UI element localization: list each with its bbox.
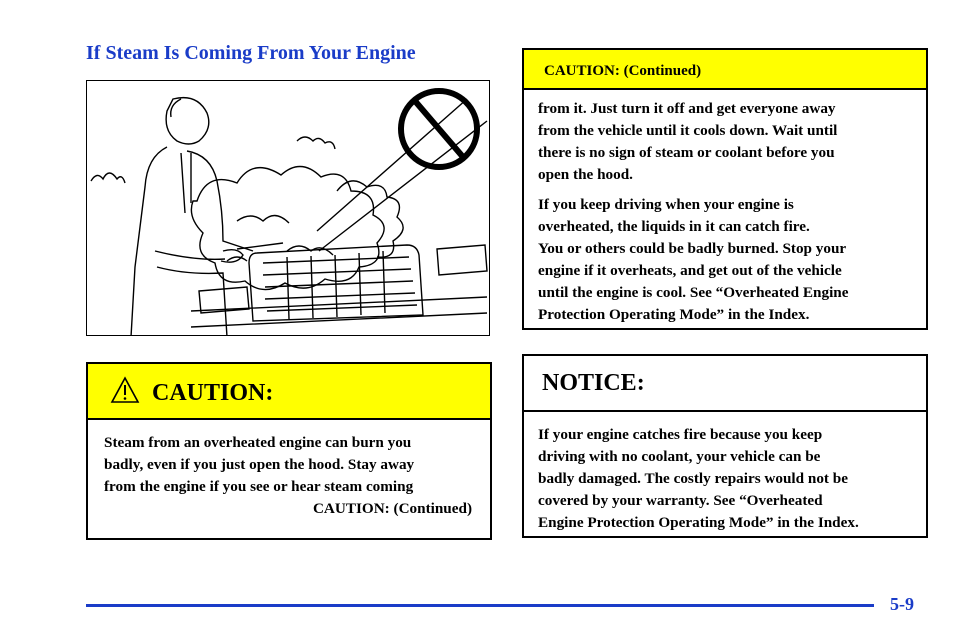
notice-title: NOTICE:: [542, 370, 645, 396]
caution-continued-header: [524, 50, 926, 90]
caution-paragraph: [538, 194, 912, 326]
caution-paragraph: [538, 98, 912, 186]
caution-line: from the vehicle until it cools down. Wait until: [538, 122, 838, 139]
notice-line: driving with no coolant, your vehicle can be: [538, 448, 821, 465]
no-symbol-icon: [401, 91, 477, 167]
caution-body: [88, 420, 490, 498]
page-number: 5-9: [890, 594, 914, 614]
caution-line: overheated, the liquids in it can catch fire.: [538, 218, 810, 235]
notice-line: covered by your warranty. See “Overheated: [538, 492, 823, 509]
caution-continued-title: CAUTION: (Continued): [544, 63, 702, 79]
notice-box: [522, 354, 928, 538]
caution-line: badly, even if you just open the hood. Stay away: [104, 456, 415, 473]
illustration-steam-engine: [86, 80, 490, 336]
caution-continued-body: [524, 90, 926, 326]
caution-line: from it. Just turn it off and get everyone away: [538, 100, 836, 117]
caution-continued-label: CAUTION: (Continued): [312, 500, 472, 517]
caution-line: open the hood.: [538, 166, 633, 183]
notice-line: If your engine catches fire because you keep: [538, 426, 823, 443]
warning-triangle-icon: [110, 376, 140, 404]
notice-line: badly damaged. The costly repairs would not be: [538, 470, 848, 487]
notice-header: [524, 356, 926, 412]
person-figure: [131, 98, 283, 336]
section-heading: If Steam Is Coming From Your Engine: [86, 42, 416, 64]
caution-line: If you keep driving when your engine is: [538, 196, 794, 213]
notice-body: [524, 412, 926, 534]
caution-header: [88, 364, 490, 420]
footer-rule: [86, 604, 874, 607]
caution-box: [86, 362, 492, 540]
caution-line: You or others could be badly burned. Stop your: [538, 240, 847, 257]
caution-continued-box: [522, 48, 928, 330]
caution-line: from the engine if you see or hear steam coming: [104, 478, 414, 495]
caution-line: Steam from an overheated engine can burn you: [104, 434, 412, 451]
notice-line: Engine Protection Operating Mode” in the Index.: [538, 514, 859, 531]
caution-line: there is no sign of steam or coolant before you: [538, 144, 835, 161]
caution-title: CAUTION:: [152, 380, 274, 406]
caution-line: engine if it overheats, and get out of the vehicle: [538, 262, 842, 279]
caution-line: Protection Operating Mode” in the Index.: [538, 306, 810, 323]
caution-line: until the engine is cool. See “Overheated Engine: [538, 284, 849, 301]
